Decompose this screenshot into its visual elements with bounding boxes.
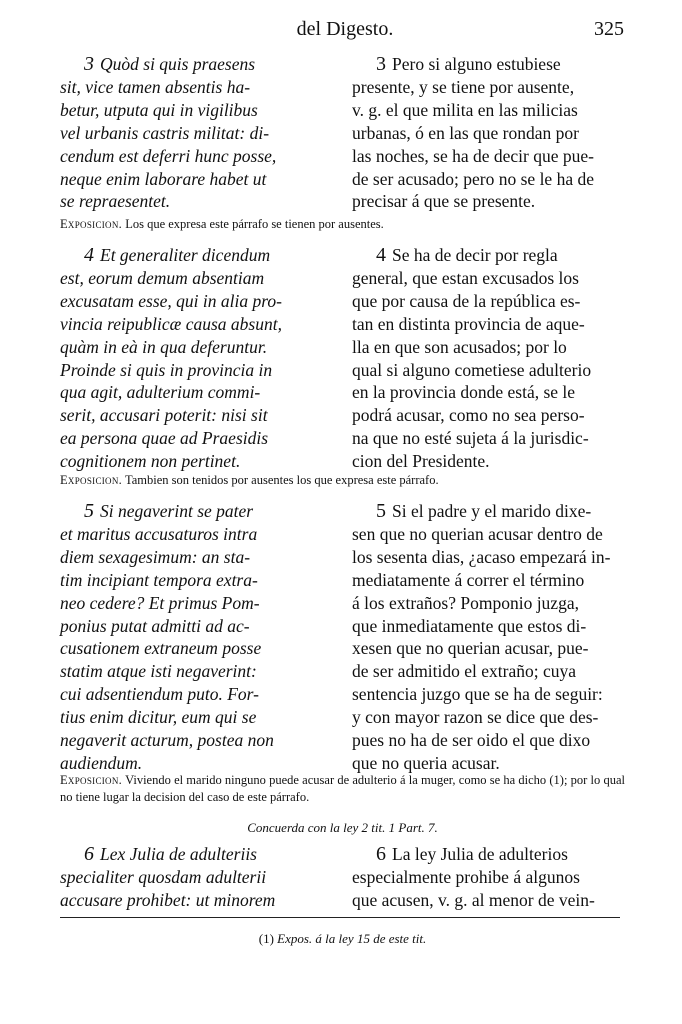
exposicion-text: Tambien son tenidos por ausentes los que expresa este párrafo. [124,473,439,487]
latin-line: tim incipiant tempora extra- [60,569,258,590]
latin-line: est, eorum demum absentiam [60,267,265,288]
spanish-line: mediatamente á correr el término [352,569,585,590]
spanish-line: na que no esté sujeta á la jurisdic- [352,428,589,449]
spanish-line: los sesenta dias, ¿acaso empezará in- [352,546,611,567]
latin-line: neo cedere? Et primus Pom- [60,592,260,613]
latin-line: et maritus accusaturos intra [60,523,258,544]
latin-line: ea persona quae ad Praesidis [60,428,269,449]
latin-paragraph-4 [60,244,338,473]
spanish-line: que no queria acusar. [352,752,500,773]
footnote-divider [60,917,620,918]
latin-line: specialiter quosdam adulterii [60,866,267,887]
spanish-line: pues no ha de ser oido el que dixo [352,730,591,751]
latin-paragraph-3 [60,53,338,213]
spanish-line: podrá acusar, como no sea perso- [352,405,585,426]
spanish-line: 5 Si el padre y el marido dixe- [376,500,592,522]
spanish-line: que acusen, v. g. al menor de vein- [352,889,595,910]
paragraph-number: 4 [376,244,386,266]
latin-line: negaverit acturum, postea non [60,730,274,751]
spanish-line: urbanas, ó en las que rondan por [352,122,579,143]
paragraph-number: 3 [376,53,386,75]
latin-line: 3 Quòd si quis praesens [84,53,256,75]
spanish-line: general, que estan excusados los [352,267,579,288]
latin-line: ponius putat admitti ad ac- [60,615,250,636]
spanish-line: 6 La ley Julia de adulterios [376,843,568,865]
exposicion-note-4 [60,472,625,489]
footnote-text: Expos. á la ley 15 de este tit. [277,931,427,946]
spanish-paragraph-3 [352,53,620,213]
spanish-line: sentencia juzgo que se ha de seguir: [352,684,603,705]
spanish-line: las noches, se ha de decir que pue- [352,145,594,166]
spanish-line: especialmente prohibe á algunos [352,866,580,887]
spanish-line: presente, y se tiene por ausente, [352,76,575,97]
page-header [60,18,630,48]
latin-line: serit, accusari poterit: nisi sit [60,405,268,426]
spanish-line: xesen que no querian acusar, pue- [352,638,589,659]
page-number: 325 [594,18,624,40]
exposicion-note-5 [60,772,625,806]
latin-line: cusationem extraneum posse [60,638,262,659]
spanish-line: que inmediatamente que estos di- [352,615,587,636]
latin-line: qua agit, adulterium commi- [60,382,261,403]
spanish-paragraph-6 [352,843,620,912]
latin-line: betur, utputa qui in vigilibus [60,99,258,120]
latin-line: 5 Si negaverint se pater [84,500,254,522]
latin-line: audiendum. [60,752,143,773]
exposicion-note-3 [60,216,625,233]
latin-line: se repraesentet. [60,191,171,212]
concordance-note: Concuerda con la ley 2 tit. 1 Part. 7. [247,820,438,835]
paragraph-number: 6 [84,843,94,865]
paragraph-number: 3 [84,53,94,75]
spanish-line: á los extraños? Pomponio juzga, [352,592,579,613]
latin-line: 6 Lex Julia de adulteriis [84,843,257,865]
latin-line: diem sexagesimum: an sta- [60,546,251,567]
latin-line: cendum est deferri hunc posse, [60,145,277,166]
latin-paragraph-6 [60,843,338,912]
latin-line: tius enim dicitur, eum qui se [60,707,257,728]
footnote-marker: (1) [258,931,274,946]
spanish-line: de ser admitido el extraño; cuya [352,661,577,682]
spanish-line: precisar á que se presente. [352,191,536,212]
spanish-paragraph-5 [352,500,620,775]
latin-line: cui adsentiendum puto. For- [60,684,259,705]
latin-line: quàm in eà in qua deferuntur. [60,336,268,357]
latin-line: neque enim laborare habet ut [60,168,267,189]
latin-line: vincia reipublicæ causa absunt, [60,313,282,334]
spanish-line: de ser acusado; pero no se le ha de [352,168,594,189]
exposicion-text: Los que expresa este párrafo se tienen por ausentes. [125,217,384,231]
spanish-line: v. g. el que milita en las milicias [352,99,578,120]
paragraph-number: 5 [84,500,94,522]
spanish-line: cion del Presidente. [352,451,490,472]
spanish-line: en la provincia donde está, se le [352,382,576,403]
exposicion-label: Exposicion. [60,217,123,231]
footnote [60,931,625,947]
latin-paragraph-5 [60,500,338,775]
running-title: del Digesto. [296,18,394,40]
spanish-line: y con mayor razon se dice que des- [352,707,599,728]
exposicion-label: Exposicion. [60,773,123,787]
spanish-line: tan en distinta provincia de aque- [352,313,585,334]
latin-line: excusatam esse, qui in alia pro- [60,290,282,311]
exposicion-text: Viviendo el marido ninguno puede acusar de adulterio á la muger, como se ha dicho (1); por lo qual no tiene lugar la decision del caso de este párrafo. [60,773,625,804]
spanish-line: qual si alguno cometiese adulterio [352,359,592,380]
paragraph-number: 5 [376,500,386,522]
latin-line: sit, vice tamen absentis ha- [60,76,251,97]
latin-line: Proinde si quis in provincia in [60,359,273,380]
spanish-line: 3 Pero si alguno estubiese [376,53,561,75]
latin-line: statim atque isti negaverint: [60,661,257,682]
spanish-line: que por causa de la república es- [352,290,581,311]
spanish-line: lla en que son acusados; por lo [352,336,567,357]
exposicion-label: Exposicion. [60,473,123,487]
latin-line: cognitionem non pertinet. [60,451,241,472]
latin-line: vel urbanis castris militat: di- [60,122,270,143]
latin-line: accusare prohibet: ut minorem [60,889,276,910]
spanish-line: 4 Se ha de decir por regla [376,244,558,266]
spanish-line: sen que no querian acusar dentro de [352,523,603,544]
paragraph-number: 6 [376,843,386,865]
spanish-paragraph-4 [352,244,620,473]
paragraph-number: 4 [84,244,94,266]
latin-line: 4 Et generaliter dicendum [84,244,271,266]
